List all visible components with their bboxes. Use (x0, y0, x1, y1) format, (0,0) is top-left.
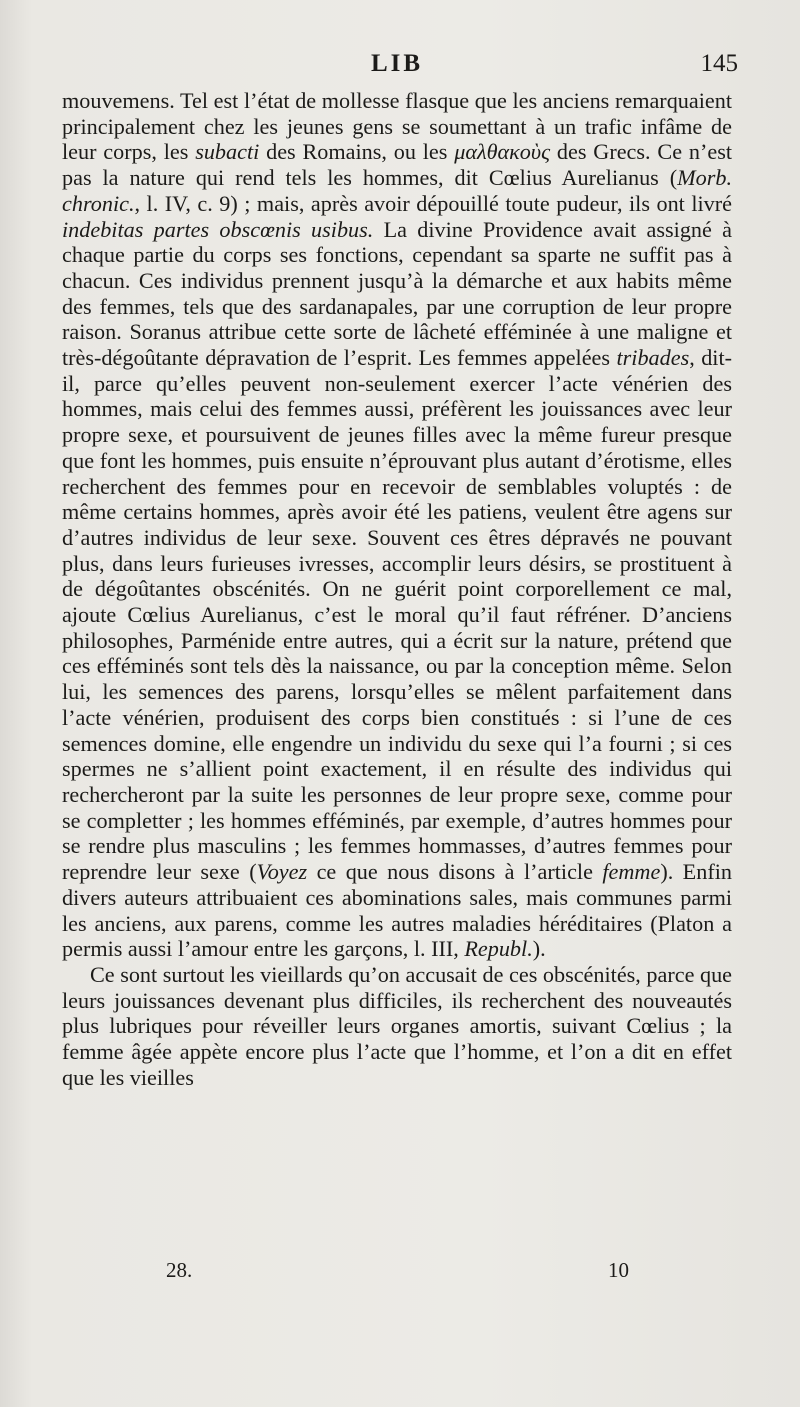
page-footer (62, 1258, 732, 1288)
citation-republ: Republ. (464, 936, 533, 962)
latin-term: subacti (195, 139, 260, 165)
paragraph-2: Ce sont surtout les vieillards qu’on accusait de ces obscénités, parce que leurs jouissances devenant plus difficiles, ils recherchent des nouveautés plus lubriques pour réveiller leurs organes amortis, suivant Cœlius ; la femme âgée appète encore plus l’acte que l’homme, et l’on a dit en effet que les vieilles (62, 961, 733, 1090)
page-header (62, 50, 738, 90)
greek-term: μαλθακοὺς (454, 139, 551, 165)
paragraph-1: mouvemens. Tel est l’état de mollesse flasque que les anciens remarquaient principalement chez les jeunes gens se soumettant à un trafic infâme de leur corps, les subacti des Romains, ou les μαλθακοὺς des Grecs. Ce n’est pas la nature qui rend tels les hommes, dit Cœlius Aurelianus (Morb. chronic., l. IV, c. 9) ; mais, après avoir dépouillé toute pudeur, ils ont livré indebitas partes obscœnis usibus. La divine Providence avait assigné à chaque partie du corps ses fonctions, cependant sa sparte ne suffit pas à chacun. Ces individus prennent jusqu’à la démarche et aux habits même des femmes, tels que des sardanapales, par une corruption de leur propre raison. Soranus attribue cette sorte de lâcheté efféminée à une maligne et très-dégoûtante dépravation de l’esprit. Les femmes appelées tribades, dit-il, parce qu’elles peuvent non-seulement exercer l’acte vénérien des hommes, mais celui des femmes aussi, préfèrent les jouissances avec leur propre sexe, et poursuivent de jeunes filles avec la même fureur presque que font les hommes, puis ensuite n’éprouvant plus autant d’érotisme, elles recherchent des femmes pour en recevoir de semblables voluptés : de même certains hommes, après avoir été les patiens, veulent être agens sur d’autres individus de leur sexe. Souvent ces êtres dépravés ne pouvant plus, dans leurs furieuses ivresses, accomplir leurs désirs, se prostituent à de dégoûtantes obscénités. On ne guérit point corporellement ce mal, ajoute Cœlius Aurelianus, c’est le moral qu’il faut réfréner. D’anciens philosophes, Parménide entre autres, qui a écrit sur la nature, prétend que ces efféminés sont tels dès la naissance, ou par la conception même. Selon lui, les semences des parens, lorsqu’elles se mêlent parfaitement dans l’acte vénérien, produisent des corps bien constitués : si l’une de ces semences domine, elle engendre un individu du sexe qui l’a fourni ; si ces spermes ne s’allient point exactement, il en résulte des individus qui rechercheront par la suite les personnes de leur propre sexe, comme pour se completter ; les hommes efféminés, par exemple, d’autres hommes pour se rendre plus masculins ; les femmes hommasses, d’autres femmes pour reprendre leur sexe (Voyez ce que nous disons à l’article femme). Enfin divers auteurs attribuaient ces abominations sales, mais communes parmi les anciens, aux parens, comme les autres maladies héréditaires (Platon a permis aussi l’amour entre les garçons, l. III, Republ.). (62, 88, 733, 962)
term-tribades: tribades (616, 345, 690, 371)
cross-reference: Voyez (256, 859, 308, 885)
citation-title: Morb. chronic. (62, 165, 732, 216)
article-reference: femme (602, 859, 661, 885)
signature-mark: 28. (166, 1258, 193, 1282)
running-title: LIB (370, 50, 424, 77)
body-text (62, 88, 732, 1090)
gathering-mark: 10 (608, 1258, 629, 1282)
latin-quote: indebitas partes obscœnis usibus. (62, 216, 374, 242)
page-number: 145 (700, 50, 738, 77)
